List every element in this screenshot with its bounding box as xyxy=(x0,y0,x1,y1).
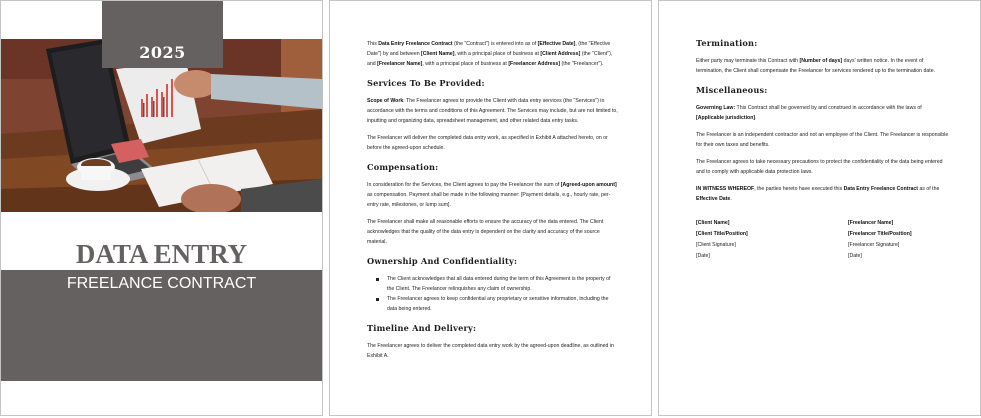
witness-paragraph: IN WITNESS WHEREOF, the parties hereto have executed this Data Entry Freelance Contract as of the Effective Date. xyxy=(696,186,940,202)
contract-page-2 xyxy=(329,0,652,416)
scope-paragraph: Scope of Work: The Freelancer agrees to provide the Client with data entry services (the "Services") in accordance with the terms and conditions of this Agreement. The Services may include, but are not limited to, inputting and organizing data, spreadsheet management, and other related data entry tasks. xyxy=(367,98,618,124)
cover-page xyxy=(0,0,323,416)
heading-timeline: Timeline And Delivery: xyxy=(367,323,477,333)
termination-paragraph: Either party may terminate this Contract with [Number of days] days' written notice. In the event of termination, the Client shall compensate the Freelancer for services rendered up to the termination date. xyxy=(696,58,936,74)
client-date-field: [Date] xyxy=(696,253,710,259)
intro-paragraph: This Data Entry Freelance Contract (the "Contract") is entered into as of [Effective Date], (the "Effective Date") by and between [Client Name], with a principal place of business at [Client Address] (the "Client"), and [Freelancer Name], with a principal place of business at [Freelancer Address] (the "Freelancer"). xyxy=(367,41,613,67)
compensation-paragraph: In consideration for the Services, the Client agrees to pay the Freelancer the sum of [Agreed-upon amount] as compensation. Payment shall be made in the following manner: [Payment details, e.g., hourly rate, per-entry rate, milestones, or lump sum]. xyxy=(367,182,617,208)
client-name-field: [Client Name] xyxy=(696,220,730,226)
year-badge xyxy=(102,1,223,68)
list-item: The Freelancer agrees to keep confidential any proprietary or sensitive information, including the data being entered. xyxy=(387,294,619,314)
cover-year: 2025 xyxy=(139,43,186,62)
list-item: The Client acknowledges that all data entered during the term of this Agreement is the property of the Client. The Freelancer relinquishes any claim of ownership. xyxy=(387,274,619,294)
freelancer-name-field: [Freelancer Name] xyxy=(848,220,894,226)
freelancer-signature-field: [Freelancer Signature] xyxy=(848,242,900,248)
contractor-paragraph: The Freelancer is an independent contractor and not an employee of the Client. The Freelancer is responsible for their own taxes and benefits. xyxy=(696,132,949,148)
cover-subtitle: FREELANCE CONTRACT xyxy=(66,275,257,292)
signature-block xyxy=(696,218,950,262)
heading-services: Services To Be Provided: xyxy=(367,78,485,88)
accuracy-paragraph: The Freelancer shall make all reasonable efforts to ensure the accuracy of the data entered. The Client acknowledges that the quality of the data entry is dependent on the clarity and accuracy of the source material. xyxy=(367,219,604,245)
confidentiality-paragraph: The Freelancer agrees to take necessary precautions to protect the confidentiality of the data being entered and to comply with applicable data protection laws. xyxy=(696,159,943,175)
ownership-list xyxy=(367,274,619,314)
heading-termination: Termination: xyxy=(696,38,758,48)
heading-ownership: Ownership And Confidentiality: xyxy=(367,256,518,266)
governing-law-paragraph: Governing Law: This Contract shall be governed by and construed in accordance with the laws of [Applicable jurisdiction]. xyxy=(696,105,922,121)
timeline-paragraph: The Freelancer agrees to deliver the completed data entry work by the agreed-upon deadline, as outlined in Exhibit A. xyxy=(367,343,614,359)
delivery-paragraph: The Freelancer will deliver the completed data entry work, as specified in Exhibit A attached hereto, on or before the agreed-upon schedule. xyxy=(367,135,608,151)
freelancer-title-field: [Freelancer Title/Position] xyxy=(848,231,912,237)
cover-band xyxy=(1,270,322,381)
contract-page-3 xyxy=(658,0,981,416)
client-title-field: [Client Title/Position] xyxy=(696,231,748,237)
client-signature-field: [Client Signature] xyxy=(696,242,736,248)
freelancer-date-field: [Date] xyxy=(848,253,862,259)
heading-miscellaneous: Miscellaneous: xyxy=(696,85,768,95)
cover-title: DATA ENTRY xyxy=(75,239,248,269)
heading-compensation: Compensation: xyxy=(367,162,439,172)
